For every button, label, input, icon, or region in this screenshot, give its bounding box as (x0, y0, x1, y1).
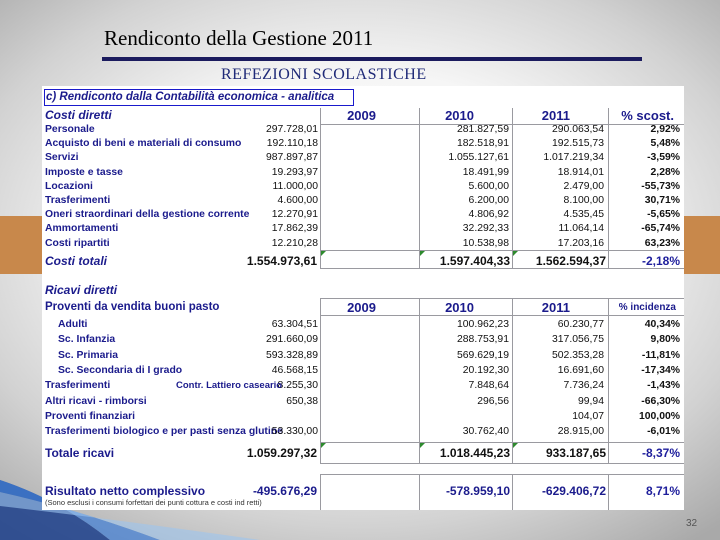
cost-item-2010: 10.538,98 (462, 237, 509, 249)
col-scost: % scost. (621, 108, 674, 123)
revenue-item-2011: 16.691,60 (557, 364, 604, 376)
revenue-item-2010: 569.629,19 (456, 349, 509, 361)
revenue-item-pct: -1,43% (647, 380, 680, 392)
cost-item-2009: 297.728,01 (265, 124, 318, 135)
cost-item-label: Oneri straordinari della gestione corrente (45, 209, 250, 221)
revenues-header-label: Proventi da vendita buoni pasto (45, 301, 220, 313)
costs-total-2009: 1.554.973,61 (246, 254, 317, 268)
cost-item-row (42, 208, 684, 222)
cost-item-row (42, 151, 684, 165)
revenue-item-row (42, 425, 684, 439)
cost-item-label: Imposte e tasse (45, 166, 123, 178)
revenues-section-row (42, 283, 684, 299)
cost-item-2009: 192.110,18 (266, 138, 318, 150)
cost-item-2011: 8.100,00 (563, 195, 604, 206)
revenues-section-label: Ricavi diretti (45, 283, 118, 297)
revenue-item-pct: -66,30% (641, 395, 680, 407)
result-2011: -629.406,72 (541, 484, 606, 498)
cost-item-label: Ammortamenti (45, 223, 119, 235)
result-label: Risultato netto complessivo (45, 484, 206, 498)
revenue-item-2010: 288.753,91 (456, 334, 509, 346)
revenue-item-pct: -17,34% (641, 364, 680, 376)
revenue-item-2009: 8.255,30 (277, 380, 318, 392)
costs-header-label: Costi diretti (45, 108, 112, 122)
cost-item-pct: -55,73% (641, 180, 680, 192)
revenue-item-2011: 7.736,24 (563, 380, 604, 392)
revenue-item-label: Proventi finanziari (45, 410, 136, 422)
cost-item-label: Personale (45, 124, 95, 135)
revenue-item-2011: 28.915,00 (557, 426, 604, 438)
cost-item-2010: 32.292,33 (462, 223, 509, 235)
section-title: c) Rendiconto dalla Contabilità economica - analitica (44, 89, 354, 106)
col-2009: 2009 (347, 108, 376, 123)
cost-item-pct: 2,28% (650, 166, 680, 178)
rev-col-2010: 2010 (445, 300, 474, 315)
rev-col-2011: 2011 (541, 300, 570, 315)
cost-item-pct: 5,48% (650, 138, 680, 150)
revenue-item-2009: 593.328,89 (265, 349, 318, 361)
revenue-item-label: Sc. Infanzia (58, 334, 116, 346)
result-2009: -495.676,29 (252, 484, 317, 498)
cost-item-pct: -65,74% (641, 223, 680, 235)
cost-item-2009: 987.897,87 (265, 152, 318, 164)
revenues-header-row (42, 299, 684, 316)
revenue-item-pct: -6,01% (647, 426, 680, 438)
revenue-item-2011: 317.056,75 (551, 334, 604, 346)
cost-item-label: Acquisto di beni e materiali di consumo (45, 138, 242, 150)
cost-item-label: Servizi (45, 152, 79, 164)
revenue-item-2009: 53.330,00 (271, 426, 318, 438)
revenue-item-2010: 100.962,23 (456, 319, 509, 330)
revenue-item-2009: 63.304,51 (271, 319, 318, 330)
revenue-item-pct: 100,00% (638, 410, 680, 422)
cost-item-2010: 4.806,92 (468, 209, 509, 221)
costs-header-row (42, 107, 684, 124)
col-2011: 2011 (541, 108, 570, 123)
cost-item-2009: 11.000,00 (272, 180, 318, 192)
spreadsheet-table (42, 86, 684, 510)
cost-item-2010: 281.827,59 (456, 124, 509, 135)
rev-total-2010: 1.018.445,23 (439, 446, 510, 460)
cost-item-2011: 2.479,00 (563, 180, 604, 192)
cost-item-2011: 290.063,54 (551, 124, 604, 135)
revenue-item-sublabel: Contr. Lattiero caseario (176, 380, 283, 392)
revenue-item-pct: 9,80% (650, 334, 680, 346)
cost-item-label: Trasferimenti (45, 195, 111, 206)
revenue-item-pct: 40,34% (644, 319, 680, 330)
revenues-total-label: Totale ricavi (45, 446, 115, 460)
costs-total-2010: 1.597.404,33 (439, 254, 510, 268)
result-pct: 8,71% (645, 484, 680, 498)
revenue-item-pct: -11,81% (641, 349, 680, 361)
revenue-item-row (42, 379, 684, 393)
revenue-item-2011: 60.230,77 (557, 319, 604, 330)
revenue-item-label: Sc. Primaria (58, 349, 119, 361)
costs-total-label: Costi totali (45, 254, 107, 268)
cost-item-label: Costi ripartiti (45, 237, 110, 249)
rev-total-2011: 933.187,65 (545, 446, 606, 460)
cost-item-2011: 11.064,14 (558, 223, 604, 235)
cost-item-2009: 12.270,91 (271, 209, 318, 221)
revenue-item-2011: 99,94 (577, 395, 604, 407)
cost-item-2011: 1.017.219,34 (543, 152, 604, 164)
cost-item-2010: 5.600,00 (468, 180, 509, 192)
cost-item-2011: 17.203,16 (557, 237, 604, 249)
cost-item-2009: 4.600,00 (277, 195, 318, 206)
left-accent-band (0, 216, 42, 274)
cost-item-row (42, 166, 684, 180)
costs-total-pct: -2,18% (641, 254, 680, 268)
cost-item-row (42, 123, 684, 137)
cost-item-pct: 30,71% (644, 195, 680, 206)
revenue-item-2010: 30.762,40 (462, 426, 509, 438)
cost-item-2009: 12.210,28 (271, 237, 318, 249)
cost-item-2010: 18.491,99 (462, 166, 509, 178)
cost-item-2009: 19.293,97 (271, 166, 318, 178)
cost-item-label: Locazioni (45, 180, 93, 192)
right-accent-band (684, 216, 720, 274)
grid-line (320, 474, 684, 475)
revenue-item-row (42, 333, 684, 347)
revenue-item-2011: 104,07 (572, 410, 604, 422)
result-note: (Sono esclusi i consumi forfettari dei punti cottura e costi ind retti) (45, 498, 262, 507)
revenue-item-label: Altri ricavi - rimborsi (45, 395, 147, 407)
cost-item-row (42, 237, 684, 251)
revenue-item-2011: 502.353,28 (551, 349, 604, 361)
rev-total-2009: 1.059.297,32 (246, 446, 317, 460)
revenue-item-label: Adulti (58, 319, 88, 330)
cost-item-row (42, 194, 684, 208)
revenue-item-2009: 291.660,09 (265, 334, 318, 346)
title-rule (102, 57, 642, 61)
rev-total-pct: -8,37% (641, 446, 680, 460)
grid-line (320, 463, 684, 464)
result-2010: -578.959,10 (445, 484, 510, 498)
slide-subtitle: REFEZIONI SCOLASTICHE (221, 66, 427, 83)
cost-item-2010: 182.518,91 (456, 138, 509, 150)
result-note-row (42, 498, 684, 508)
revenue-item-2009: 46.568,15 (271, 364, 318, 376)
cost-item-pct: -5,65% (647, 209, 680, 221)
rev-col-incidenza: % incidenza (618, 302, 676, 313)
grid-line (320, 442, 684, 443)
revenue-item-2010: 296,56 (477, 395, 509, 407)
cost-item-row (42, 222, 684, 236)
revenue-item-label: Trasferimenti biologico e per pasti senza glutine (45, 426, 283, 438)
revenue-item-2009: 650,38 (286, 395, 318, 407)
revenue-item-row (42, 349, 684, 363)
col-2010: 2010 (445, 108, 474, 123)
revenue-item-row (42, 318, 684, 332)
cost-item-2011: 192.515,73 (551, 138, 604, 150)
cost-item-pct: 63,23% (644, 237, 680, 249)
revenue-item-row (42, 364, 684, 378)
cost-item-2011: 4.535,45 (563, 209, 604, 221)
costs-total-2011: 1.562.594,37 (535, 254, 606, 268)
result-row (42, 483, 684, 499)
revenue-item-label: Trasferimenti (45, 380, 111, 392)
cost-item-2010: 1.055.127,61 (448, 152, 509, 164)
cost-item-pct: 2,92% (650, 124, 680, 135)
cost-item-2011: 18.914,01 (557, 166, 604, 178)
rev-col-2009: 2009 (347, 300, 376, 315)
revenues-total-row (42, 445, 684, 461)
cost-item-2010: 6.200,00 (468, 195, 509, 206)
revenue-item-2010: 20.192,30 (462, 364, 509, 376)
slide-title: Rendiconto della Gestione 2011 (104, 26, 374, 50)
cost-item-row (42, 137, 684, 151)
page-number: 32 (686, 518, 698, 529)
revenue-item-row (42, 395, 684, 409)
costs-total-row (42, 253, 684, 269)
cost-item-2009: 17.862,39 (271, 223, 318, 235)
revenue-item-2010: 7.848,64 (468, 380, 509, 392)
revenue-item-row (42, 410, 684, 424)
revenue-item-label: Sc. Secondaria di I grado (58, 364, 183, 376)
cost-item-pct: -3,59% (647, 152, 680, 164)
cost-item-row (42, 180, 684, 194)
